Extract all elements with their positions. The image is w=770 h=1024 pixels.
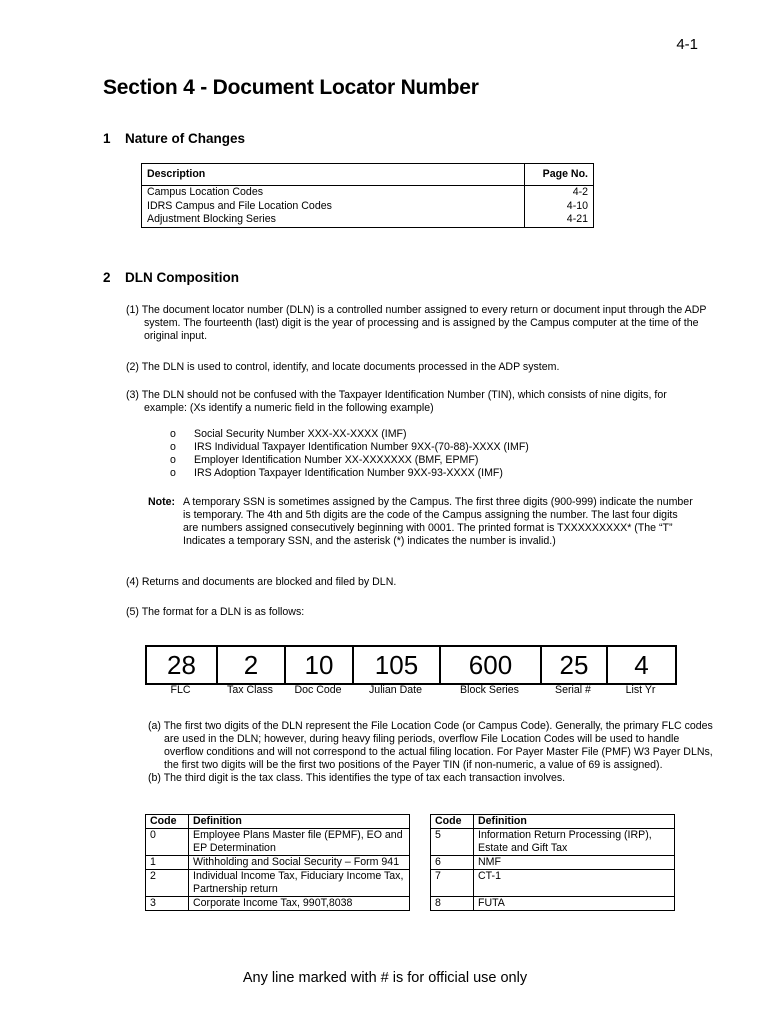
definition-cell: Individual Income Tax, Fiduciary Income Tax, Partnership return (189, 870, 410, 897)
paragraph-4 (126, 576, 711, 589)
definition-cell: CT-1 (474, 870, 675, 897)
table-cell: Campus Location Codes (142, 186, 525, 200)
dln-segment-tax-class: 2 (218, 647, 286, 683)
dln-label: Serial # (555, 684, 591, 696)
column-header: Code (431, 815, 474, 829)
bullet-marker: o (170, 441, 176, 453)
definition-cell: Withholding and Social Security – Form 941 (189, 856, 410, 870)
code-cell: 7 (431, 870, 474, 897)
table-gap (410, 897, 431, 911)
list-item (170, 467, 529, 480)
table-cell: IDRS Campus and File Location Codes (142, 200, 525, 214)
table-gap (410, 870, 431, 897)
table-row (142, 186, 594, 200)
page-title: Section 4 - Document Locator Number (103, 76, 479, 99)
paragraph-text: (1) The document locator number (DLN) is a controlled number assigned to every return or document input through the ADP system. The fourteenth (last) digit is the year of processing and is assigned by the Campus computer at the time of the original input. (126, 304, 707, 342)
code-cell: 1 (146, 856, 189, 870)
code-cell: 3 (146, 897, 189, 911)
dln-label: Julian Date (369, 684, 422, 696)
table-cell: Adjustment Blocking Series (142, 213, 525, 227)
list-item (170, 428, 529, 441)
section-title: Nature of Changes (125, 131, 246, 146)
paragraph-text: (4) Returns and documents are blocked and filed by DLN. (126, 576, 397, 588)
tin-bullet-list (170, 428, 529, 480)
list-item (170, 454, 529, 467)
paragraph-a: (a) The first two digits of the DLN represent the File Location Code (or Campus Code). Generally, the primary FLC codes are used in the DLN; however, during heavy filing periods, overflow File Location Codes will be used to handle overflow conditions and will not correspond to the actual filing location. For Payer Master File (PMF) W3 Payer DLNs, the first two digits will be the first two positions of the Payer TIN (if non-numeric, a value of 69 is assigned). (148, 720, 713, 771)
dln-format-box (145, 645, 677, 685)
dln-segment-doc-code: 10 (286, 647, 354, 683)
table-cell: 4-21 (525, 213, 594, 227)
bullet-marker: o (170, 454, 176, 466)
note-label: Note: (148, 496, 176, 508)
table-row (146, 829, 675, 856)
paragraph-5 (126, 606, 711, 619)
code-cell: 0 (146, 829, 189, 856)
dln-segment-serial: 25 (542, 647, 608, 683)
table-row (142, 200, 594, 214)
dln-segment-flc: 28 (147, 647, 218, 683)
dln-labels (145, 684, 675, 696)
list-item (170, 441, 529, 454)
table-cell: 4-10 (525, 200, 594, 214)
paragraph-2 (126, 361, 711, 374)
table-row (146, 870, 675, 897)
dln-label: List Yr (625, 684, 656, 696)
dln-segment-list-year: 4 (634, 649, 649, 680)
definition-cell: NMF (474, 856, 675, 870)
dln-segment-block-series: 600 (441, 647, 542, 683)
table-row (146, 856, 675, 870)
nature-of-changes-table (141, 163, 594, 228)
dln-label: Tax Class (227, 684, 273, 696)
table-gap (410, 815, 431, 829)
definition-cell: FUTA (474, 897, 675, 911)
tax-class-table (145, 814, 675, 911)
section-number: 1 (103, 131, 111, 146)
paragraph-text: (5) The format for a DLN is as follows: (126, 606, 305, 618)
list-item-text: IRS Individual Taxpayer Identification Number 9XX-(70-88)-XXXX (IMF) (194, 441, 529, 453)
dln-explanation (148, 720, 713, 785)
column-header: Definition (189, 815, 410, 829)
table-cell: 4-2 (525, 186, 594, 200)
code-cell: 8 (431, 897, 474, 911)
table-gap (410, 856, 431, 870)
section-2-heading (103, 270, 239, 285)
table-row (142, 213, 594, 227)
list-item-text: Employer Identification Number XX-XXXXXXX (BMF, EPMF) (194, 454, 479, 466)
table-header-row (146, 815, 675, 829)
dln-label: Block Series (460, 684, 519, 696)
definition-cell: Information Return Processing (IRP), Estate and Gift Tax (474, 829, 675, 856)
paragraph-1 (126, 304, 711, 343)
code-cell: 5 (431, 829, 474, 856)
bullet-marker: o (170, 428, 176, 440)
code-cell: 6 (431, 856, 474, 870)
dln-label: FLC (170, 684, 191, 696)
list-item-text: Social Security Number XXX-XX-XXXX (IMF) (194, 428, 407, 440)
dln-label: Doc Code (294, 684, 342, 696)
table-header-row (142, 164, 594, 186)
footer-note: Any line marked with # is for official use only (242, 970, 528, 986)
list-item-text: IRS Adoption Taxpayer Identification Number 9XX-93-XXXX (IMF) (194, 467, 503, 479)
column-header: Code (146, 815, 189, 829)
definition-cell: Employee Plans Master file (EPMF), EO and EP Determination (189, 829, 410, 856)
bullet-marker: o (170, 467, 176, 479)
paragraph-text: (3) The DLN should not be confused with the Taxpayer Identification Number (TIN), which consists of nine digits, for example: (Xs identify a numeric field in the following example) (126, 389, 667, 414)
section-number: 2 (103, 270, 111, 285)
paragraph-text: (2) The DLN is used to control, identify, and locate documents processed in the ADP system. (126, 361, 560, 373)
code-cell: 2 (146, 870, 189, 897)
table-row (146, 897, 675, 911)
table-gap (410, 829, 431, 856)
paragraph-3 (126, 389, 711, 415)
section-title: DLN Composition (125, 270, 239, 285)
paragraph-b: (b) The third digit is the tax class. This identifies the type of tax each transaction involves. (148, 772, 566, 784)
section-1-heading (103, 131, 245, 146)
note-text: A temporary SSN is sometimes assigned by the Campus. The first three digits (900-999) indicate the number is temporary. The 4th and 5th digits are the code of the Campus assigning the number. The last four digits are numbers assigned consecutively beginning with 0001. The printed format is TXXXXXXXXX* (The “T” Indicates a temporary SSN, and the asterisk (*) indicates the number is invalid.) (183, 496, 693, 547)
dln-segment-julian-date: 105 (354, 647, 441, 683)
definition-cell: Corporate Income Tax, 990T,8038 (189, 897, 410, 911)
page-number: 4-1 (676, 36, 698, 53)
column-header: Definition (474, 815, 675, 829)
column-header: Page No. (525, 164, 594, 186)
column-header: Description (142, 164, 525, 186)
note-block (148, 496, 693, 548)
